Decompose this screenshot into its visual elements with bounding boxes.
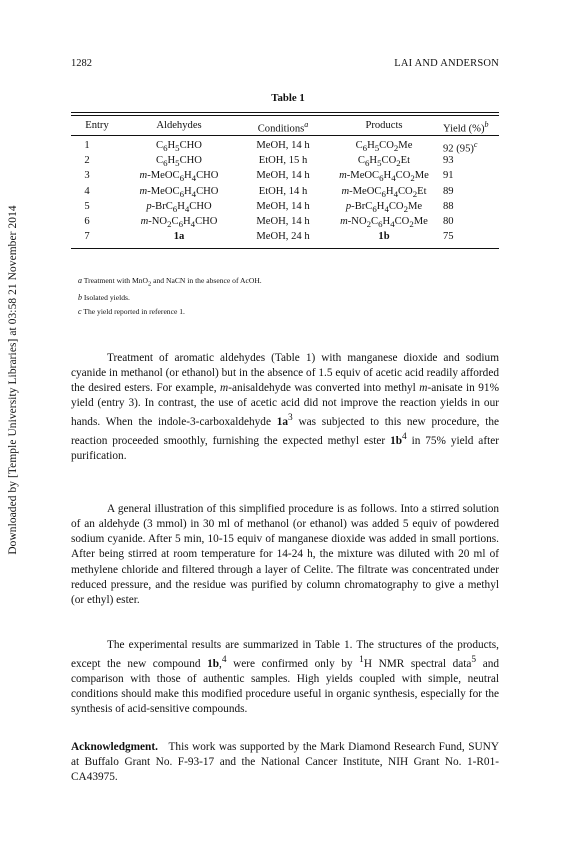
acknowledgment-title: Acknowledgment. — [71, 741, 158, 753]
table-footnotes — [78, 274, 262, 318]
paragraph-1-text: Treatment of aromatic aldehydes (Table 1) with manganese dioxide and sodium cyanide in methanol (or ethanol) but in the absence of 1.5 equiv of acetic acid readily afforded the desired esters. For example, m-anisaldehyde was converted into methyl m-anisate in 91% yield (entry 3). In contrast, the use of acetic acid did not improve the reaction yields in our hands. When the indole-3-carboxaldehyde $1a^3$ was subjected to this new procedure, the reaction proceeded smoothly, furnishing the expected methyl ester $1b^4$ in 75% yield after purification. — [71, 352, 499, 463]
table-row — [71, 154, 499, 169]
cell-conditions: EtOH, 14 h — [258, 185, 308, 197]
cell-product: $m-MeOC_6H_4CO_2Et$ — [341, 185, 427, 199]
footnote-text: The yield reported in reference 1. — [81, 306, 185, 316]
table-row — [71, 169, 499, 184]
cell-product: $C_6H_5CO_2Me$ — [355, 140, 413, 154]
cell-yield: 80 — [443, 215, 454, 227]
table-body — [71, 139, 499, 245]
results-table — [71, 112, 499, 249]
cell-yield: 88 — [443, 200, 454, 212]
table-row — [71, 215, 499, 230]
table-row — [71, 200, 499, 215]
cell-conditions: MeOH, 24 h — [256, 231, 310, 243]
footnote-text: Treatment with MnO$_2$ and NaCN in the absence of AcOH. — [82, 276, 262, 288]
cell-aldehyde: $C_6H_5CHO$ — [156, 140, 202, 154]
table-header-rule — [71, 135, 499, 136]
cell-conditions: MeOH, 14 h — [256, 140, 310, 151]
body-paragraph-1 — [71, 351, 499, 465]
cell-conditions: EtOH, 15 h — [258, 155, 308, 167]
header-entry: Entry — [85, 120, 109, 131]
cell-yield: 93 — [443, 155, 454, 167]
cell-entry: 3 — [84, 170, 90, 182]
header-conditions: Conditions$^a$ — [257, 120, 309, 135]
cell-yield: 89 — [443, 185, 454, 197]
cell-entry: 2 — [84, 155, 90, 167]
cell-yield: 91 — [443, 170, 454, 182]
table-row — [71, 185, 499, 200]
cell-aldehyde: $m-MeOC_6H_4CHO$ — [139, 185, 219, 199]
acknowledgment-text: This work was supported by the Mark Diamond Research Fund, SUNY at Buffalo Grant No. F-93-17 and the National Cancer Institute, NIH Grant No. 1-R01-CA43975. — [71, 741, 499, 784]
header-aldehydes: Aldehydes — [156, 120, 202, 131]
table-title: Table 1 — [271, 92, 305, 104]
header-products: Products — [365, 120, 403, 131]
cell-entry: 6 — [84, 215, 90, 227]
cell-yield: 92 (95)$^c$ — [443, 140, 478, 155]
table-row — [71, 139, 499, 154]
footnote-mark: a — [78, 276, 82, 285]
cell-product: $p-BrC_6H_4CO_2Me$ — [345, 200, 423, 214]
body-paragraph-2 — [71, 502, 499, 608]
cell-yield: 75 — [443, 231, 454, 243]
footnote-text: Isolated yields. — [82, 293, 130, 303]
table-bottom-rule — [71, 248, 499, 249]
cell-aldehyde: 1a — [173, 231, 185, 243]
cell-product: $m-NO_2C_6H_4CO_2Me$ — [340, 215, 428, 230]
footnote-mark: b — [78, 293, 82, 303]
cell-conditions: MeOH, 14 h — [256, 215, 310, 227]
table-header-row — [71, 119, 499, 135]
footnote-mark: c — [78, 306, 82, 316]
running-head: LAI AND ANDERSON — [394, 58, 499, 69]
footnote — [78, 305, 262, 319]
cell-product: 1b — [378, 231, 390, 243]
table-top-rule — [71, 112, 499, 116]
body-paragraph-3 — [71, 638, 499, 718]
paragraph-2-text: A general illustration of this simplified procedure is as follows. Into a stirred solution of an aldehyde (3 mmol) in 30 ml of methanol (or ethanol) was added 5 equiv of powdered sodium cyanide. After 5 min, 10-15 equiv of manganese dioxide was added in small portions. After being stirred at room temperature for 14-24 h, the mixture was diluted with 20 ml of methylene chloride and filtered through a layer of Celite. The filtrate was concentrated under reduced pressure, and the residue was purified by column chromatography to give a methyl (or ethyl) ester. — [71, 503, 499, 606]
cell-entry: 4 — [84, 185, 90, 197]
cell-entry: 7 — [84, 231, 90, 243]
download-watermark — [0, 0, 26, 864]
cell-aldehyde: $m-NO_2C_6H_4CHO$ — [140, 215, 218, 230]
table-row — [71, 230, 499, 245]
cell-product: $m-MeOC_6H_4CO_2Me$ — [339, 170, 429, 184]
acknowledgment — [71, 740, 499, 785]
download-note: Downloaded by [Temple University Libraries] at 03:58 21 November 2014 — [7, 205, 19, 555]
cell-conditions: MeOH, 14 h — [256, 170, 310, 182]
header-yield: Yield (%)$^b$ — [443, 120, 489, 135]
cell-aldehyde: $p-BrC_6H_4CHO$ — [146, 200, 212, 214]
cell-product: $C_6H_5CO_2Et$ — [357, 155, 411, 169]
footnote — [78, 291, 262, 305]
cell-entry: 5 — [84, 200, 90, 212]
cell-aldehyde: $m-MeOC_6H_4CHO$ — [139, 170, 219, 184]
cell-conditions: MeOH, 14 h — [256, 200, 310, 212]
page-number: 1282 — [71, 58, 92, 69]
cell-entry: 1 — [84, 140, 90, 151]
cell-aldehyde: $C_6H_5CHO$ — [156, 155, 202, 169]
footnote — [78, 274, 262, 291]
paragraph-3-text: The experimental results are summarized in Table 1. The structures of the products, except the new compound 1b,$^4$ were confirmed only by $^1$H NMR spectral data$^5$ and comparison with those of authentic samples. High yields coupled with simple, neutral conditions should make this modified procedure useful in organic synthesis, especially for the synthesis of acid-sensitive compounds. — [71, 639, 500, 716]
